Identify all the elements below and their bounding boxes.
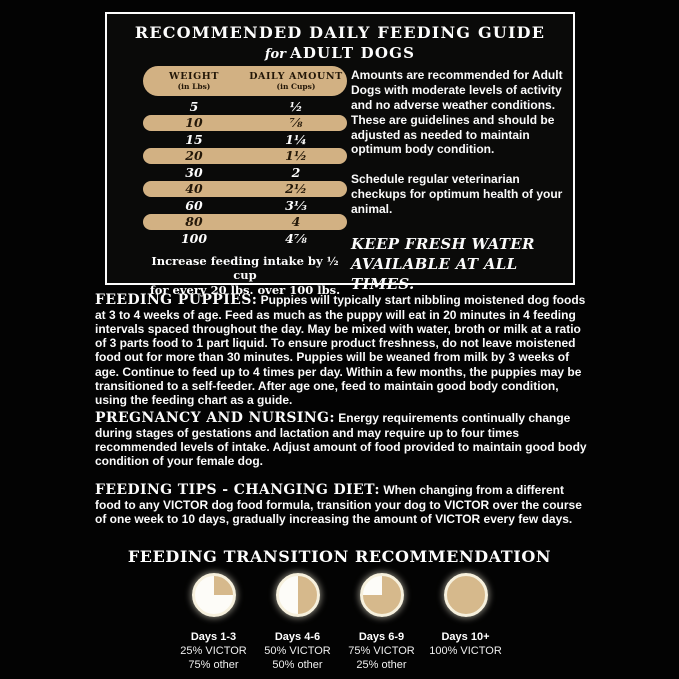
section-heading: FEEDING TIPS - CHANGING DIET: [95, 482, 380, 498]
transition-step-days-10-plus [424, 573, 508, 672]
days-label: Days 10+ [441, 631, 490, 643]
amount-column-header: DAILY AMOUNT (in Cups) [249, 70, 343, 91]
amount-value: ⅞ [289, 115, 303, 131]
amount-value: 2½ [285, 181, 307, 197]
guide-notes [351, 68, 565, 295]
amount-value: 3⅓ [285, 197, 307, 213]
weight-value: 10 [185, 115, 203, 131]
other-percent-label: 75% other [188, 659, 239, 671]
victor-percent-label: 50% VICTOR [264, 645, 331, 657]
victor-percent-label: 75% VICTOR [348, 645, 415, 657]
daily-feeding-guide-box [105, 12, 575, 298]
table-row [143, 164, 347, 181]
weight-value: 30 [185, 164, 203, 180]
section-pregnancy-nursing [95, 410, 589, 468]
guide-title: RECOMMENDED DAILY FEEDING GUIDE [134, 23, 546, 42]
pie-chart-50-percent [276, 573, 320, 617]
feeding-table-header [143, 66, 347, 96]
table-row [143, 115, 347, 132]
notes-paragraph-2: Schedule regular veterinarian checkups for optimum health of your animal. [351, 172, 563, 216]
transition-pie-row [0, 573, 679, 672]
footnote-line1: Increase feeding intake by ½ cup [151, 253, 339, 283]
table-row [143, 230, 347, 247]
guide-subtitle-for: for [264, 47, 286, 62]
guide-subtitle [107, 43, 573, 62]
section-body: When changing from a different food to any VICTOR dog food formula, transition your dog to VICTOR over the course of one week to 10 days, gradually increasing the amount of VICTOR every few days. [95, 483, 582, 527]
amount-value: 4 [291, 214, 301, 230]
pie-chart-25-percent [192, 573, 236, 617]
days-label: Days 6-9 [358, 631, 405, 643]
table-row [143, 148, 347, 165]
other-percent-label: 25% other [356, 659, 407, 671]
amount-value: ½ [289, 98, 303, 114]
table-row [143, 197, 347, 214]
weight-column-header: WEIGHT (in Lbs) [168, 70, 220, 91]
section-body: Puppies will typically start nibbling moistened dog foods at 3 to 4 weeks of age. Feed as much as the puppy will eat in 20 minutes in 4 feeding intervals spaced throughout the day. May be mixed with water, broth or milk at a ratio of 3 parts food to 1 part liquid. To ensure product freshness, do not leave moistened food out for more than 30 minutes. Puppies will be weaned from milk by 3 weeks of age. Continue to feed up to 4 times per day. Within a few months, the puppies may be transitioned to a self-feeder. After age one, feed to maintain good body condition, using the feeding chart as a guide. [95, 293, 586, 407]
days-label: Days 1-3 [190, 631, 237, 643]
days-label: Days 4-6 [274, 631, 321, 643]
section-feeding-tips [95, 482, 589, 526]
pie-chart-75-percent [360, 573, 404, 617]
table-row [143, 98, 347, 115]
weight-value: 100 [180, 230, 208, 246]
victor-percent-label: 100% VICTOR [429, 645, 502, 657]
amount-value: 4⅞ [285, 230, 307, 246]
weight-value: 20 [185, 148, 203, 164]
section-heading: PREGNANCY AND NURSING: [95, 410, 335, 426]
table-row [143, 214, 347, 231]
weight-value: 15 [185, 131, 203, 147]
weight-value: 40 [185, 181, 203, 197]
feeding-table [143, 66, 347, 298]
transition-heading: FEEDING TRANSITION RECOMMENDATION [127, 547, 552, 566]
table-row [143, 181, 347, 198]
weight-value: 80 [185, 214, 203, 230]
amount-value: 1½ [285, 148, 307, 164]
table-row [143, 131, 347, 148]
section-heading: FEEDING PUPPIES: [95, 292, 258, 308]
weight-value: 5 [189, 98, 199, 114]
transition-step-days-6-9 [340, 573, 424, 672]
transition-step-days-1-3 [172, 573, 256, 672]
victor-percent-label: 25% VICTOR [180, 645, 247, 657]
transition-step-days-4-6 [256, 573, 340, 672]
amount-value: 2 [291, 164, 301, 180]
guide-subtitle-text: ADULT DOGS [289, 44, 416, 62]
footnote-line2: for every 20 lbs. over 100 lbs. [149, 283, 341, 298]
other-percent-label: 50% other [272, 659, 323, 671]
weight-value: 60 [185, 197, 203, 213]
amount-value: 1¼ [285, 131, 307, 147]
pie-chart-100-percent [444, 573, 488, 617]
section-feeding-puppies [95, 292, 589, 407]
keep-fresh-water-note: KEEP FRESH WATER AVAILABLE AT ALL TIMES. [351, 234, 535, 294]
section-body: Energy requirements continually change during stages of gestations and lactation and may require up to four times recommended levels of intake. Adjust amount of food provided to maintain good body condition of your female dog. [95, 411, 587, 469]
notes-paragraph-1: Amounts are recommended for Adult Dogs with moderate levels of activity and no adverse weather conditions. These are guidelines and should be adjusted as needed to maintain optimum body condition. [351, 68, 563, 157]
